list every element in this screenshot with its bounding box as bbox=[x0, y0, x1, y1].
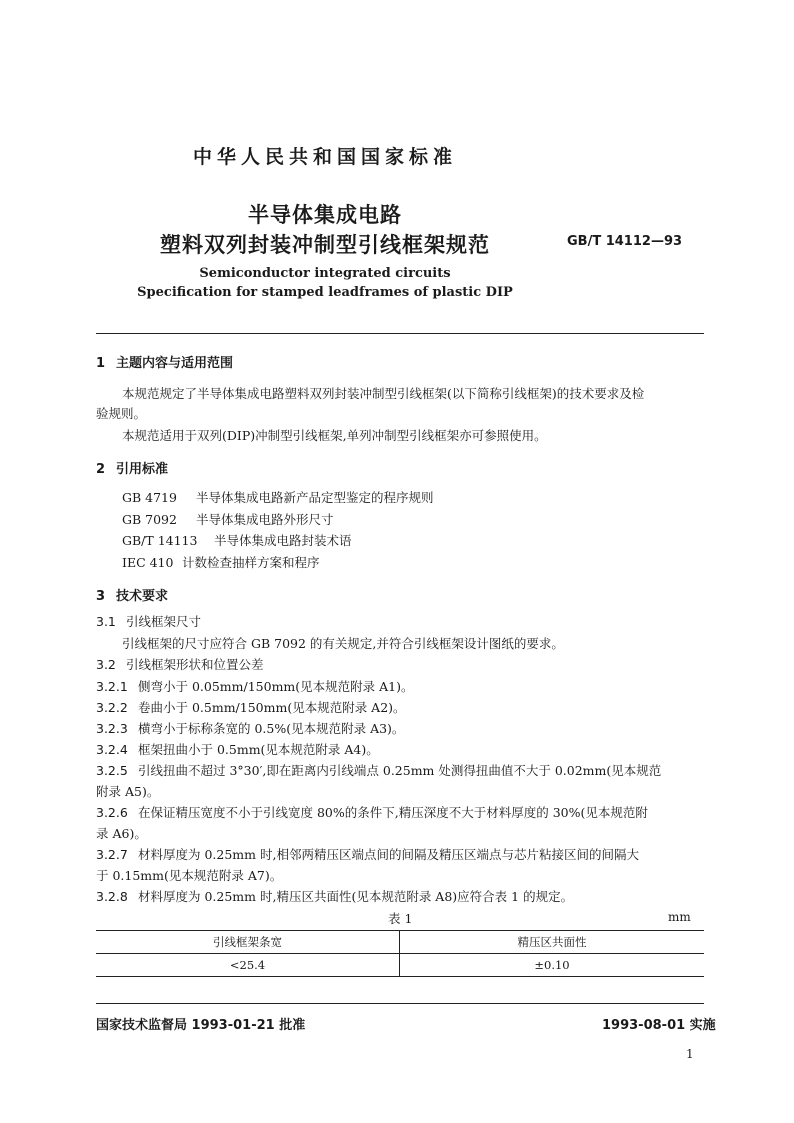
header-divider bbox=[96, 333, 704, 334]
clause-3-2-3 bbox=[96, 719, 704, 740]
section-2-heading bbox=[96, 458, 168, 477]
clause-line bbox=[96, 803, 704, 824]
implementation-date: 1993-08-01 实施 bbox=[602, 1018, 716, 1033]
section-number: 1 bbox=[96, 356, 106, 371]
section-1-paragraph-2: 本规范适用于双列(DIP)冲制型引线框架,单列冲制型引线框架亦可参照使用。 bbox=[122, 428, 547, 443]
reference-title: 半导体集成电路新产品定型鉴定的程序规则 bbox=[195, 490, 434, 505]
section-3-heading bbox=[96, 585, 168, 604]
clause-line: 附录 A5)。 bbox=[96, 783, 160, 799]
reference-item bbox=[122, 553, 320, 571]
clause-3-2-7 bbox=[96, 845, 704, 886]
clause-line: 于 0.15mm(见本规范附录 A7)。 bbox=[96, 867, 283, 883]
table-unit: mm bbox=[668, 910, 691, 924]
clause-text: 引线框架形状和位置公差 bbox=[126, 657, 264, 672]
clause-number: 3.2.4 bbox=[96, 742, 128, 757]
section-1-heading bbox=[96, 352, 233, 371]
clause-number: 3.2.8 bbox=[96, 889, 128, 904]
document-title-line1: 半导体集成电路 bbox=[248, 203, 402, 227]
reference-item bbox=[122, 531, 352, 549]
clause-3-1-body: 引线框架的尺寸应符合 GB 7092 的有关规定,并符合引线框架设计图纸的要求。 bbox=[122, 636, 564, 651]
reference-code: GB 4719 bbox=[122, 490, 177, 505]
clause-3-2 bbox=[96, 655, 704, 676]
table-header-cell: 精压区共面性 bbox=[517, 935, 587, 949]
clause-text: 材料厚度为 0.25mm 时,相邻两精压区端点间的间隔及精压区端点与芯片粘接区间的间隔大 bbox=[138, 847, 639, 862]
clause-number: 3.2.1 bbox=[96, 679, 128, 694]
reference-code: GB/T 14113 bbox=[122, 533, 198, 548]
clause-line: 录 A6)。 bbox=[96, 825, 147, 841]
reference-title: 计数检查抽样方案和程序 bbox=[181, 555, 320, 570]
section-title: 主题内容与适用范围 bbox=[116, 356, 234, 371]
clause-3-2-6 bbox=[96, 803, 704, 844]
approval-date: 国家技术监督局 1993-01-21 批准 bbox=[96, 1018, 306, 1033]
clause-number: 3.1 bbox=[96, 614, 116, 629]
reference-code: GB 7092 bbox=[122, 512, 177, 527]
clause-line bbox=[96, 761, 704, 782]
standard-code: GB/T 14112—93 bbox=[567, 234, 683, 249]
clause-number: 3.2.7 bbox=[96, 847, 128, 862]
section-1-paragraph-1 bbox=[96, 384, 704, 424]
clause-number: 3.2.3 bbox=[96, 721, 128, 736]
clause-text: 卷曲小于 0.5mm/150mm(见本规范附录 A2)。 bbox=[138, 700, 406, 715]
clause-text: 引线框架尺寸 bbox=[126, 614, 202, 629]
clause-line bbox=[96, 845, 704, 866]
reference-item bbox=[122, 510, 334, 528]
clause-number: 3.2.6 bbox=[96, 805, 128, 820]
clause-text: 侧弯小于 0.05mm/150mm(见本规范附录 A1)。 bbox=[138, 679, 414, 694]
clause-3-2-5 bbox=[96, 761, 704, 802]
paragraph-line: 验规则。 bbox=[96, 406, 147, 421]
clause-text: 横弯小于标称条宽的 0.5%(见本规范附录 A3)。 bbox=[138, 721, 405, 736]
clause-number: 3.2.5 bbox=[96, 763, 128, 778]
table-cell: ±0.10 bbox=[534, 958, 570, 972]
clause-3-2-1 bbox=[96, 677, 704, 698]
section-number: 2 bbox=[96, 462, 106, 477]
paragraph-line: 本规范规定了半导体集成电路塑料双列封装冲制型引线框架(以下简称引线框架)的技术要求及检 bbox=[122, 386, 645, 401]
table-1 bbox=[96, 930, 704, 977]
table-header-cell: 引线框架条宽 bbox=[96, 931, 400, 954]
section-title: 引用标准 bbox=[116, 462, 169, 477]
clause-number: 3.2 bbox=[96, 657, 116, 672]
english-title-line2: Specification for stamped leadframes of plastic DIP bbox=[137, 285, 513, 300]
clause-3-2-4 bbox=[96, 740, 704, 761]
reference-code: IEC 410 bbox=[122, 555, 174, 570]
clause-3-2-2 bbox=[96, 698, 704, 719]
table-row bbox=[96, 954, 704, 977]
page-number: 1 bbox=[686, 1047, 694, 1061]
section-title: 技术要求 bbox=[116, 589, 169, 604]
reference-title: 半导体集成电路外形尺寸 bbox=[195, 512, 334, 527]
clause-text: 在保证精压宽度不小于引线宽度 80%的条件下,精压深度不大于材料厚度的 30%(见本规范附 bbox=[138, 805, 648, 820]
clause-text: 框架扭曲小于 0.5mm(见本规范附录 A4)。 bbox=[138, 742, 379, 757]
standard-title: 中华人民共和国国家标准 bbox=[192, 146, 457, 168]
section-number: 3 bbox=[96, 589, 106, 604]
reference-title: 半导体集成电路封装术语 bbox=[213, 533, 352, 548]
reference-item bbox=[122, 488, 434, 506]
clause-text: 材料厚度为 0.25mm 时,精压区共面性(见本规范附录 A8)应符合表 1 的规定。 bbox=[138, 889, 574, 904]
clause-number: 3.2.2 bbox=[96, 700, 128, 715]
clause-3-2-8 bbox=[96, 887, 704, 908]
clause-text: 引线扭曲不超过 3°30′,即在距离内引线端点 0.25mm 处测得扭曲值不大于 0.02mm(见本规范 bbox=[138, 763, 662, 778]
table-cell: <25.4 bbox=[96, 954, 400, 977]
english-title-line1: Semiconductor integrated circuits bbox=[199, 266, 451, 281]
clause-3-1 bbox=[96, 612, 704, 633]
footer-divider bbox=[96, 1003, 704, 1004]
table-caption: 表 1 bbox=[388, 911, 413, 926]
document-title-line2: 塑料双列封装冲制型引线框架规范 bbox=[160, 233, 490, 257]
table-header-row bbox=[96, 931, 704, 954]
